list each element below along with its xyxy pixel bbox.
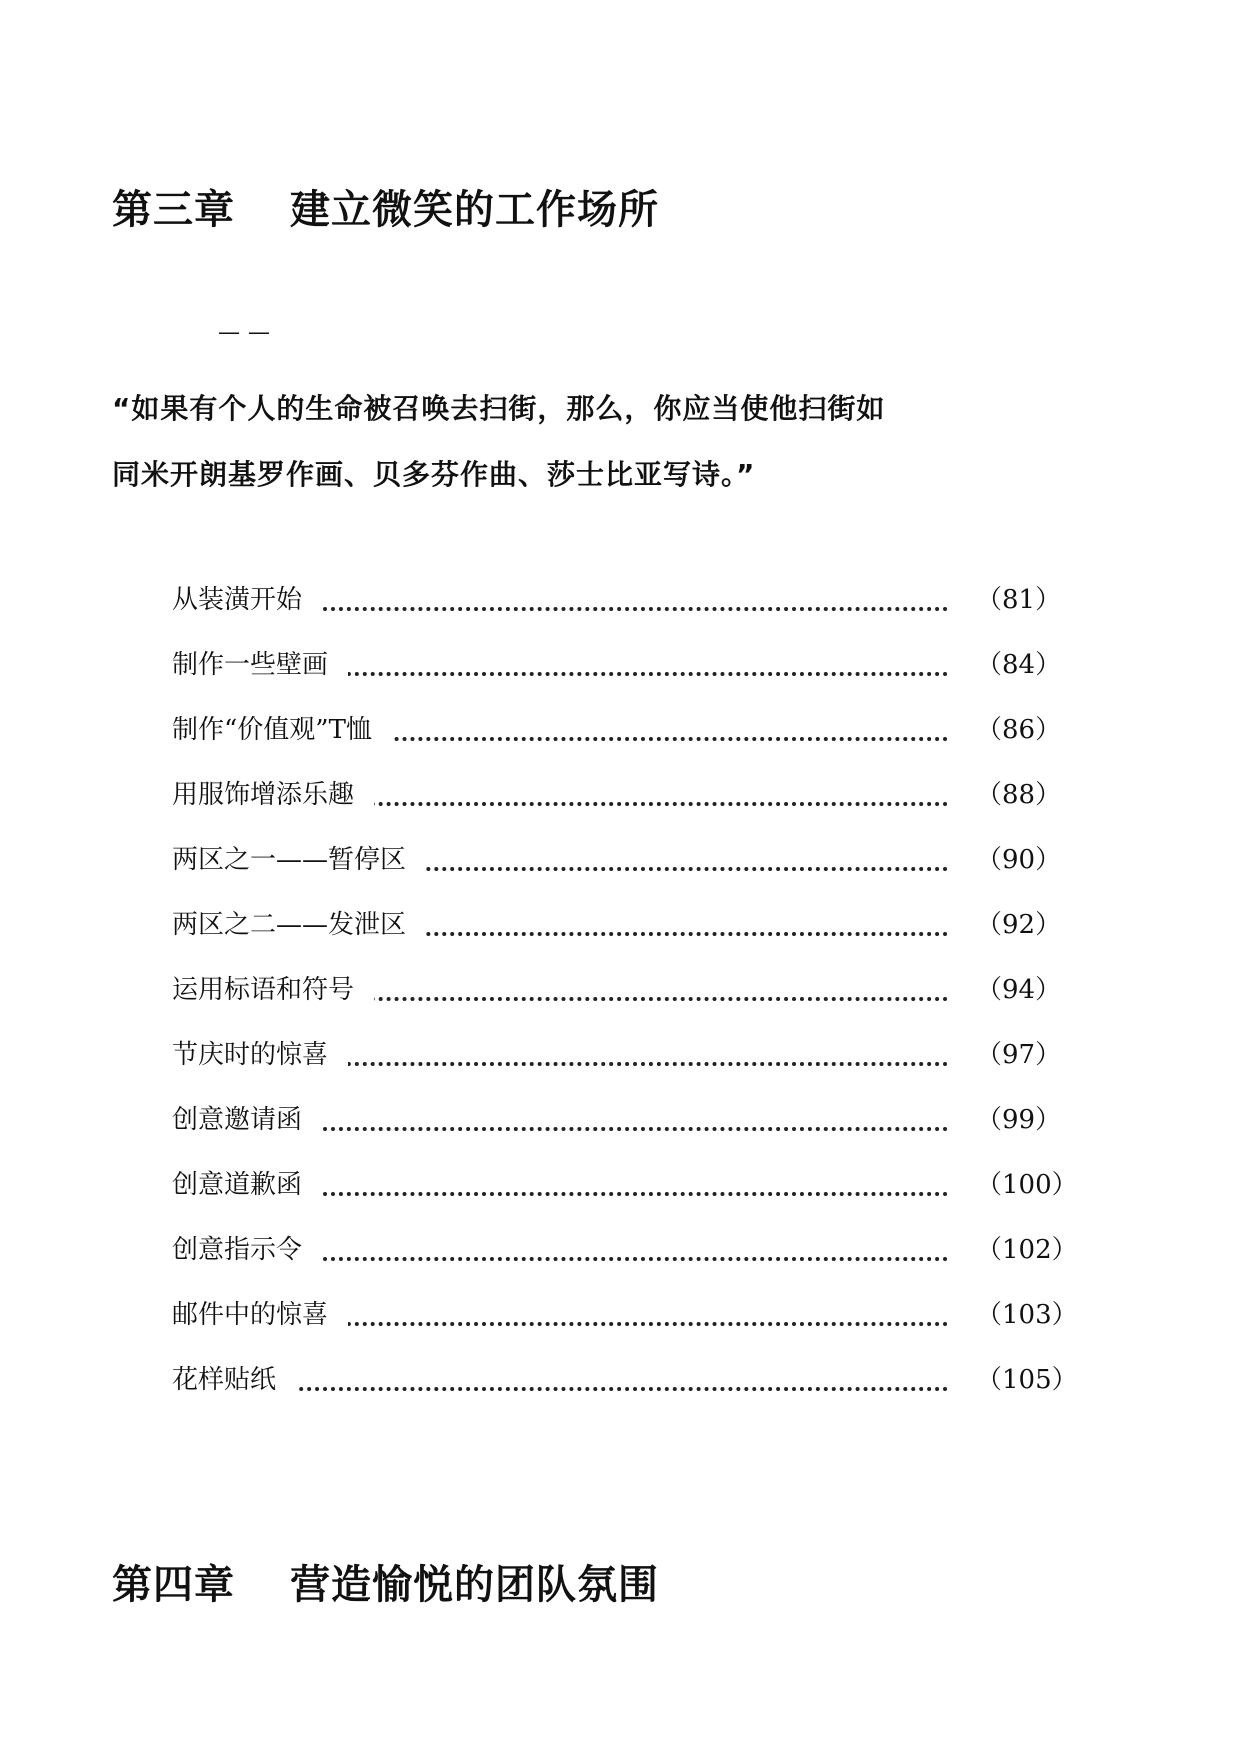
quote-line: “如果有个人的生命被召唤去扫街，那么，你应当使他扫街如 <box>112 392 886 425</box>
toc-entry[interactable] <box>172 1291 1078 1356</box>
toc-entry-title: 运用标语和符号 <box>172 966 374 1014</box>
toc-page-number: （92） <box>976 910 1062 940</box>
toc-entry[interactable] <box>172 706 1072 771</box>
toc-entry-title: 创意邀请函 <box>172 1096 322 1144</box>
toc-page-number: （90） <box>976 845 1062 875</box>
toc-entry[interactable] <box>172 641 1072 706</box>
toc-page-number: （84） <box>976 650 1062 680</box>
toc-entry-title: 制作“价值观”T恤 <box>172 706 392 754</box>
toc-page-number: （100） <box>976 1170 1078 1200</box>
toc-page-number: （99） <box>976 1105 1062 1135</box>
toc-entry[interactable] <box>172 1031 1072 1096</box>
toc-page-number: （94） <box>976 975 1062 1005</box>
toc-entry-title: 两区之一——暂停区 <box>172 836 426 884</box>
toc-entry-title: 花样贴纸 <box>172 1356 296 1404</box>
chapter-title: 建立微笑的工作场所 <box>290 187 659 233</box>
quote-line: 同米开朗基罗作画、贝多芬作曲、莎士比亚写诗。” <box>112 458 756 491</box>
toc-entry-title: 创意指示令 <box>172 1226 322 1274</box>
toc-entry[interactable] <box>172 771 1072 836</box>
toc-entry[interactable] <box>172 836 1072 901</box>
toc-entry-title: 节庆时的惊喜 <box>172 1031 348 1079</box>
toc-entry-title: 制作一些壁画 <box>172 641 348 689</box>
toc-entry[interactable] <box>172 1161 1078 1226</box>
toc-entry[interactable] <box>172 1226 1078 1291</box>
toc-entry-title: 创意道歉函 <box>172 1161 322 1209</box>
toc-page-number: （103） <box>976 1300 1078 1330</box>
toc-entry-title: 邮件中的惊喜 <box>172 1291 348 1339</box>
toc-page-number: （81） <box>976 585 1062 615</box>
chapter-heading <box>112 1561 659 1609</box>
table-of-contents <box>172 576 1078 1421</box>
attribution-dash: —— <box>218 320 278 345</box>
toc-entry-title: 用服饰增添乐趣 <box>172 771 374 819</box>
toc-page-number: （102） <box>976 1235 1078 1265</box>
toc-entry[interactable] <box>172 966 1072 1031</box>
toc-page-number: （88） <box>976 780 1062 810</box>
chapter-title: 营造愉悦的团队氛围 <box>290 1562 659 1608</box>
chapter-heading <box>112 186 659 234</box>
toc-entry-title: 两区之二——发泄区 <box>172 901 426 949</box>
toc-page-number: （105） <box>976 1365 1078 1395</box>
epigraph-quote <box>112 376 1132 508</box>
chapter-number: 第四章 <box>112 1562 235 1608</box>
toc-entry[interactable] <box>172 901 1072 966</box>
toc-entry[interactable] <box>172 1356 1078 1421</box>
toc-entry[interactable] <box>172 576 1072 641</box>
toc-entry-title: 从装潢开始 <box>172 576 322 624</box>
toc-page-number: （86） <box>976 715 1062 745</box>
toc-entry[interactable] <box>172 1096 1072 1161</box>
chapter-number: 第三章 <box>112 187 235 233</box>
toc-page-number: （97） <box>976 1040 1062 1070</box>
